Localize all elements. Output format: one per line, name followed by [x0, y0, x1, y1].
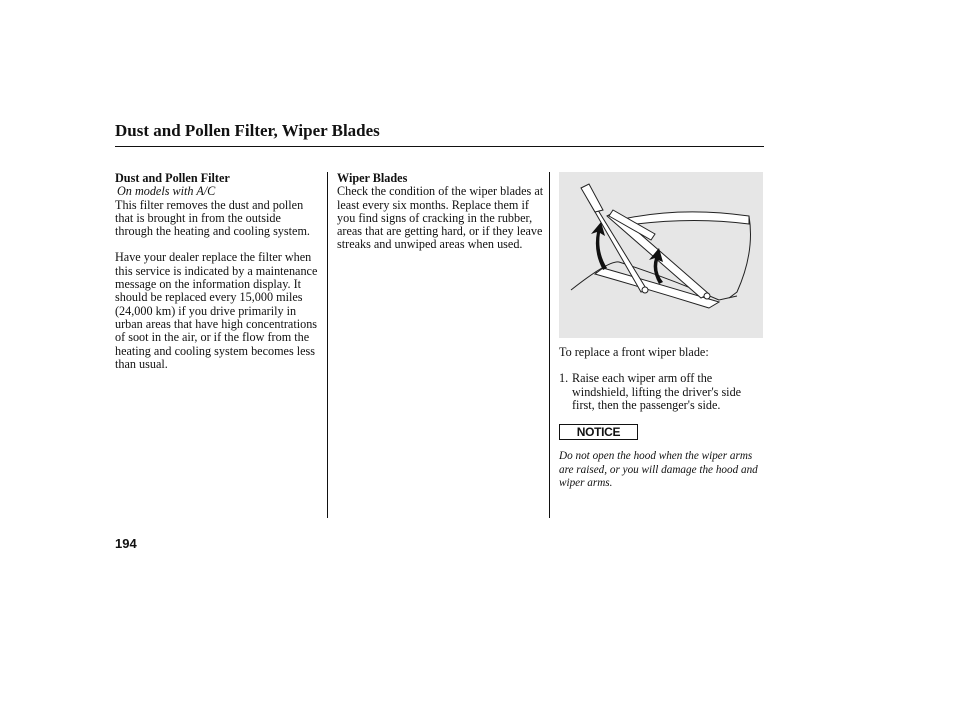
notice-label: NOTICE [559, 424, 638, 440]
lift-arrow-icon [559, 172, 763, 338]
replace-intro: To replace a front wiper blade: [559, 345, 709, 359]
wiper-column [337, 172, 545, 252]
column-divider-2 [549, 172, 550, 518]
step-1-number: 1. [559, 371, 569, 386]
wiper-paragraph: Check the condition of the wiper blades at least every six months. Replace them if you find signs of cracking in the rubber, areas that are getting hard, or if they leave streaks and unwiped areas when used. [337, 184, 544, 252]
step-1 [559, 372, 765, 412]
step-1-text: Raise each wiper arm off the windshield, lifting the driver's side first, then the passenger's side. [572, 371, 742, 412]
notice-text: Do not open the hood when the wiper arms are raised, or you will damage the hood and wiper arms. [559, 450, 758, 490]
replace-column [559, 172, 765, 491]
filter-paragraph-1: This filter removes the dust and pollen that is brought in from the outside through the heating and cooling system. [115, 197, 310, 239]
column-divider-1 [327, 172, 328, 518]
filter-heading: Dust and Pollen Filter [115, 171, 230, 185]
filter-paragraph-2: Have your dealer replace the filter when this service is indicated by a maintenance message on the information display. It should be replaced every 15,000 miles (24,000 km) if you drive primarily in urban areas that have high concentrations of soot in the air, or if the flow from the heating and cooling system becomes less than usual. [115, 250, 318, 371]
wiper-heading: Wiper Blades [337, 171, 408, 185]
page-title: Dust and Pollen Filter, Wiper Blades [115, 121, 380, 140]
filter-model-note: On models with A/C [117, 184, 216, 199]
filter-column [115, 172, 320, 371]
page-number: 194 [115, 536, 137, 551]
title-divider [115, 146, 764, 147]
